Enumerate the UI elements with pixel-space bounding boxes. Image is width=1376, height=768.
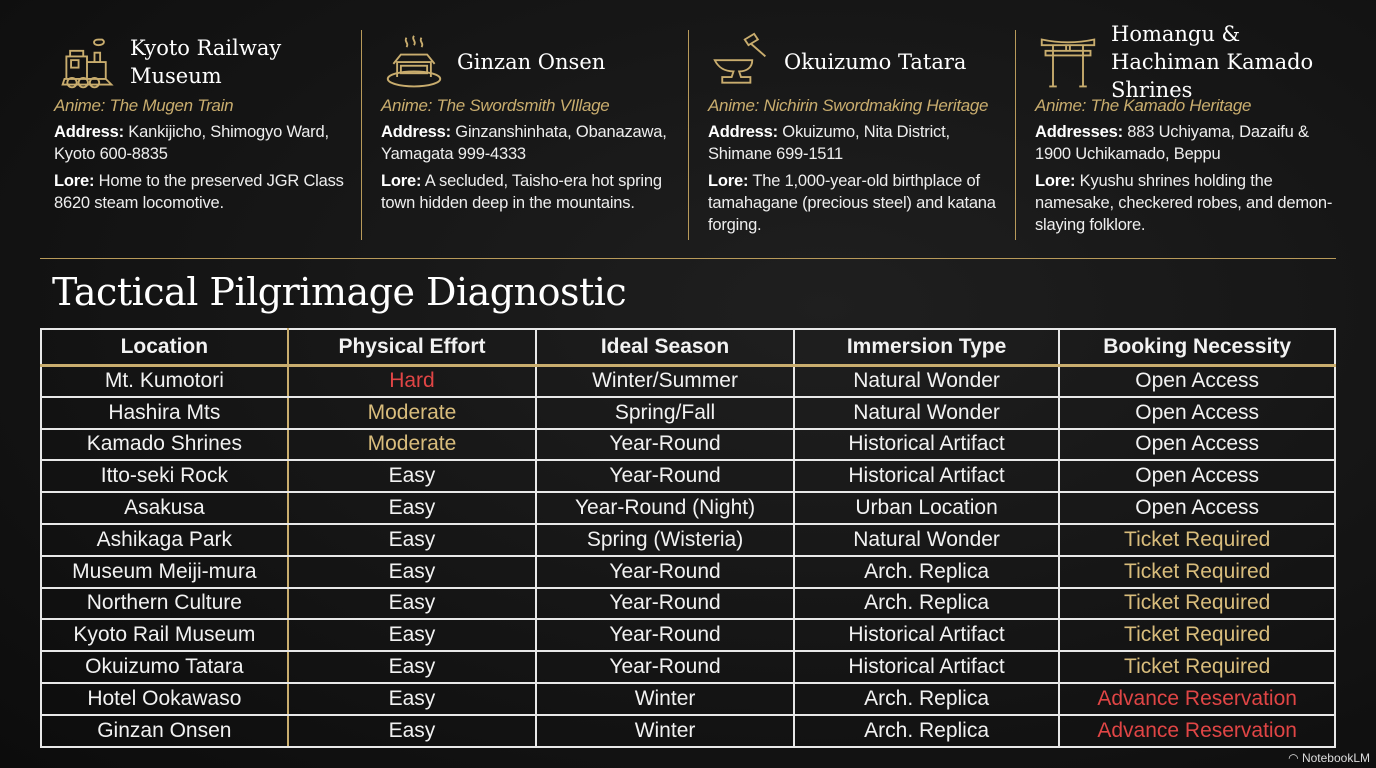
table-cell: Moderate [288, 397, 537, 429]
table-cell: Open Access [1059, 492, 1335, 524]
card-address: Addresses: 883 Uchiyama, Dazaifu & 1900 Uchikamado, Beppu [1035, 123, 1309, 163]
table-cell: Open Access [1059, 365, 1335, 397]
table-row [41, 683, 1335, 715]
table-row [41, 588, 1335, 620]
table-cell: Natural Wonder [794, 397, 1059, 429]
table-cell: Historical Artifact [794, 460, 1059, 492]
table-cell: Year-Round [536, 556, 794, 588]
table-cell: Ticket Required [1059, 619, 1335, 651]
column-header: Physical Effort [288, 329, 537, 365]
table-cell: Ticket Required [1059, 651, 1335, 683]
table-row [41, 524, 1335, 556]
table-cell: Arch. Replica [794, 715, 1059, 747]
hot-spring-icon [379, 32, 449, 92]
table-cell: Hard [288, 365, 537, 397]
location-card [708, 30, 1008, 242]
column-header: Location [41, 329, 288, 365]
card-title: Homangu & Hachiman Kamado Shrines [1111, 22, 1314, 102]
table-cell: Easy [288, 651, 537, 683]
table-cell: Northern Culture [41, 588, 288, 620]
diagnostic-table [40, 328, 1336, 748]
table-cell: Arch. Replica [794, 588, 1059, 620]
table-row [41, 365, 1335, 397]
table-cell: Mt. Kumotori [41, 365, 288, 397]
card-title: Okuizumo Tatara [784, 50, 967, 74]
divider [688, 30, 689, 240]
table-cell: Ticket Required [1059, 588, 1335, 620]
table-cell: Year-Round [536, 619, 794, 651]
table-cell: Historical Artifact [794, 619, 1059, 651]
table-cell: Open Access [1059, 429, 1335, 461]
location-card [54, 30, 354, 242]
card-anime: Anime: The Swordsmith VIllage [381, 96, 610, 115]
table-cell: Moderate [288, 429, 537, 461]
table-cell: Urban Location [794, 492, 1059, 524]
table-cell: Spring/Fall [536, 397, 794, 429]
section-rule [40, 258, 1336, 259]
card-address: Address: Okuizumo, Nita District, Shimane 699-1511 [708, 123, 950, 163]
card-lore: Lore: A secluded, Taisho-era hot spring town hidden deep in the mountains. [381, 172, 662, 212]
card-address: Address: Kankijicho, Shimogyo Ward, Kyoto 600-8835 [54, 123, 329, 163]
table-cell: Easy [288, 524, 537, 556]
card-lore: Lore: Kyushu shrines holding the namesake, checkered robes, and demon-slaying folklore. [1035, 172, 1333, 234]
table-row [41, 492, 1335, 524]
table-cell: Open Access [1059, 397, 1335, 429]
table-cell: Easy [288, 556, 537, 588]
table-cell: Historical Artifact [794, 429, 1059, 461]
table-cell: Open Access [1059, 460, 1335, 492]
table-cell: Year-Round [536, 588, 794, 620]
table-cell: Natural Wonder [794, 524, 1059, 556]
location-card [381, 30, 681, 242]
divider [361, 30, 362, 240]
card-lore: Lore: Home to the preserved JGR Class 8620 steam locomotive. [54, 172, 344, 212]
table-cell: Winter [536, 715, 794, 747]
column-header: Immersion Type [794, 329, 1059, 365]
table-cell: Year-Round [536, 651, 794, 683]
table-cell: Year-Round [536, 429, 794, 461]
table-cell: Ticket Required [1059, 524, 1335, 556]
card-anime: Anime: The Kamado Heritage [1035, 96, 1252, 115]
table-cell: Easy [288, 588, 537, 620]
table-cell: Kyoto Rail Museum [41, 619, 288, 651]
table-row [41, 715, 1335, 747]
table-cell: Easy [288, 683, 537, 715]
table-cell: Itto-seki Rock [41, 460, 288, 492]
table-row [41, 460, 1335, 492]
column-header: Ideal Season [536, 329, 794, 365]
table-cell: Winter/Summer [536, 365, 794, 397]
card-title: Ginzan Onsen [457, 50, 606, 74]
table-cell: Hotel Ookawaso [41, 683, 288, 715]
table-cell: Okuizumo Tatara [41, 651, 288, 683]
page-title: Tactical Pilgrimage Diagnostic [52, 270, 627, 314]
table-cell: Ginzan Onsen [41, 715, 288, 747]
table-cell: Easy [288, 460, 537, 492]
brand-label: ◠ NotebookLM [1288, 751, 1370, 765]
table-cell: Natural Wonder [794, 365, 1059, 397]
table-row [41, 556, 1335, 588]
table-cell: Easy [288, 492, 537, 524]
table-cell: Advance Reservation [1059, 683, 1335, 715]
table-row [41, 651, 1335, 683]
table-row [41, 619, 1335, 651]
column-header: Booking Necessity [1059, 329, 1335, 365]
table-row [41, 429, 1335, 461]
anvil-hammer-icon [706, 32, 776, 92]
table-cell: Advance Reservation [1059, 715, 1335, 747]
torii-icon [1033, 32, 1103, 92]
table-cell: Easy [288, 619, 537, 651]
table-cell: Hashira Mts [41, 397, 288, 429]
divider [1015, 30, 1016, 240]
table-cell: Year-Round [536, 460, 794, 492]
card-anime: Anime: The Mugen Train [54, 96, 234, 115]
train-icon [52, 32, 122, 92]
table-cell: Kamado Shrines [41, 429, 288, 461]
table-cell: Winter [536, 683, 794, 715]
table-cell: Ashikaga Park [41, 524, 288, 556]
location-card [1035, 22, 1335, 242]
card-title: Kyoto Railway Museum [130, 36, 282, 88]
table-cell: Historical Artifact [794, 651, 1059, 683]
card-anime: Anime: Nichirin Swordmaking Heritage [708, 96, 989, 115]
table-row [41, 397, 1335, 429]
card-address: Address: Ginzanshinhata, Obanazawa, Yamagata 999-4333 [381, 123, 667, 163]
table-cell: Ticket Required [1059, 556, 1335, 588]
table-cell: Museum Meiji-mura [41, 556, 288, 588]
table-cell: Arch. Replica [794, 556, 1059, 588]
table-cell: Spring (Wisteria) [536, 524, 794, 556]
table-cell: Year-Round (Night) [536, 492, 794, 524]
table-cell: Arch. Replica [794, 683, 1059, 715]
table-cell: Easy [288, 715, 537, 747]
table-cell: Asakusa [41, 492, 288, 524]
card-lore: Lore: The 1,000-year-old birthplace of tamahagane (precious steel) and katana forging. [708, 172, 996, 234]
